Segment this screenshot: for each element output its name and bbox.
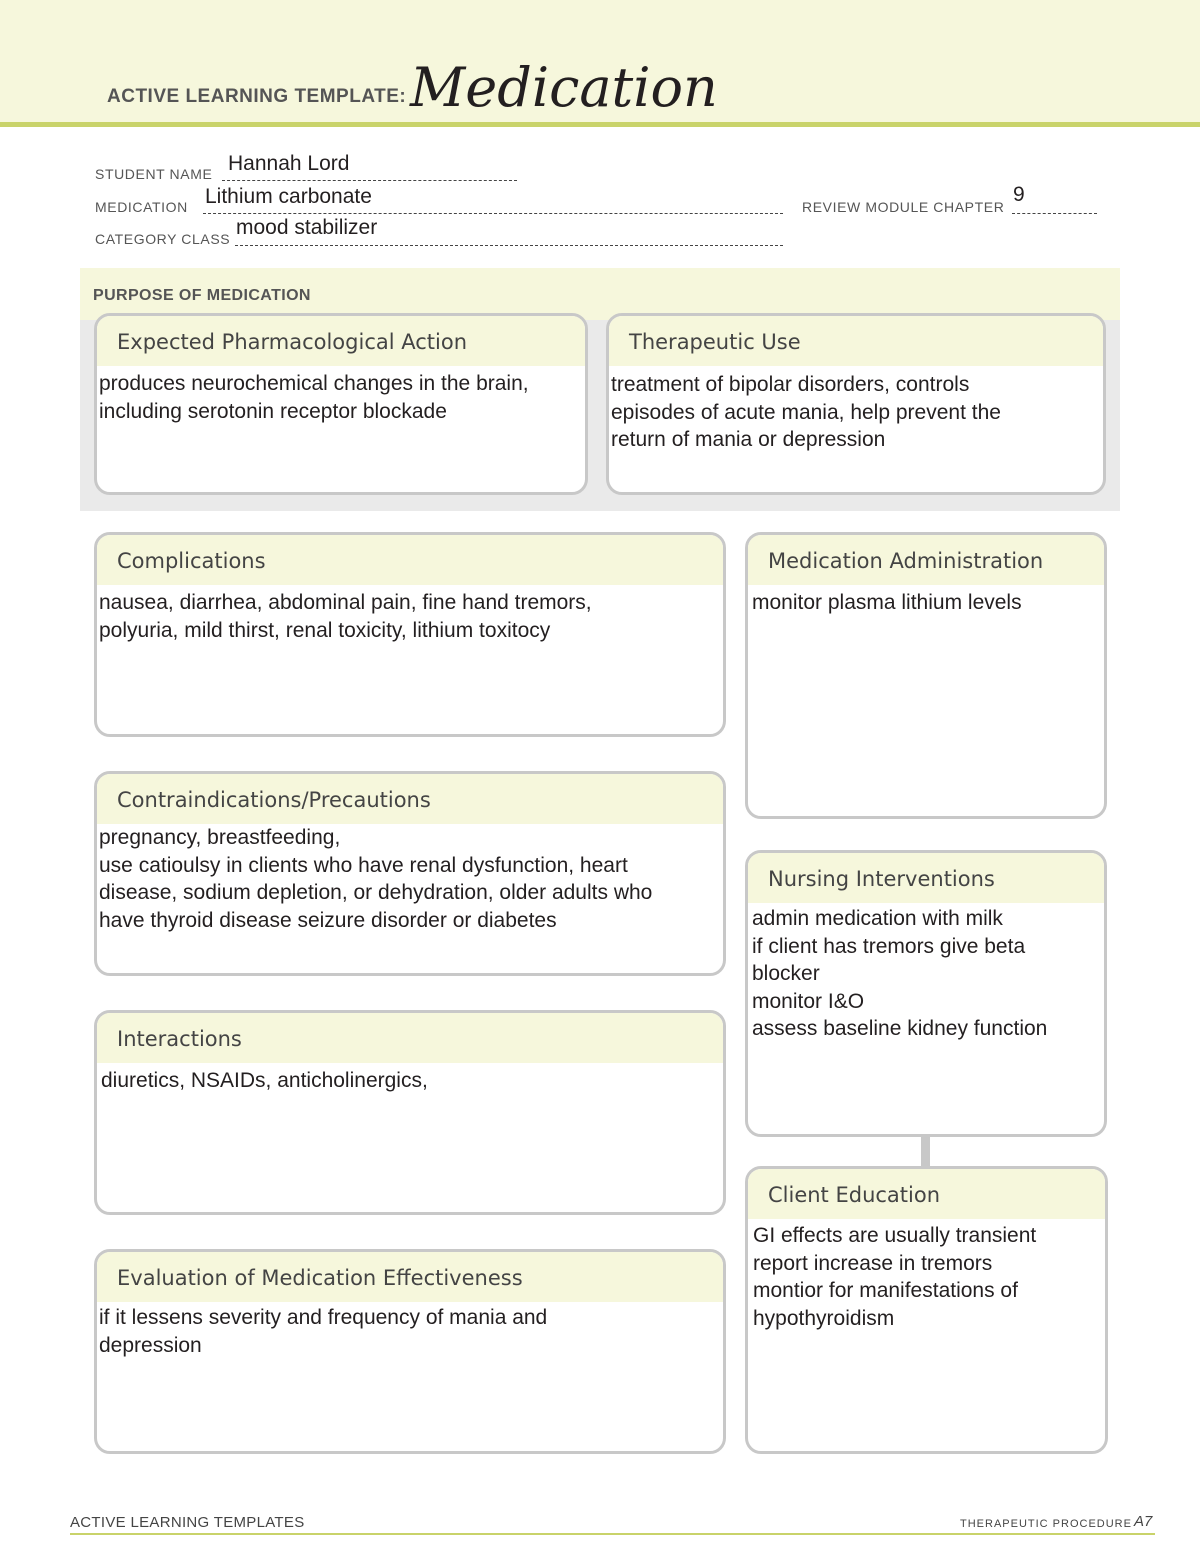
review-module-chapter-field[interactable]: 9 bbox=[1013, 183, 1025, 206]
category-class-label: CATEGORY CLASS bbox=[95, 231, 231, 247]
contraindications-title: Contraindications/Precautions bbox=[97, 774, 723, 824]
contraindications-card bbox=[94, 771, 726, 976]
evaluation-text[interactable]: if it lessens severity and frequency of mania and depression bbox=[99, 1306, 548, 1357]
medication-label: MEDICATION bbox=[95, 199, 188, 215]
header-divider bbox=[0, 122, 1200, 127]
category-class-field[interactable]: mood stabilizer bbox=[236, 216, 378, 239]
complications-card bbox=[94, 532, 726, 737]
medication-administration-title: Medication Administration bbox=[748, 535, 1104, 585]
template-label: ACTIVE LEARNING TEMPLATE: bbox=[107, 86, 407, 107]
interactions-title: Interactions bbox=[97, 1013, 723, 1063]
category-class-line bbox=[235, 245, 783, 246]
nursing-interventions-card bbox=[745, 850, 1107, 1137]
purpose-label: PURPOSE OF MEDICATION bbox=[93, 287, 311, 304]
expected-action-card bbox=[94, 313, 588, 495]
interactions-text[interactable]: diuretics, NSAIDs, anticholinergics, bbox=[101, 1069, 428, 1092]
review-module-chapter-line bbox=[1012, 213, 1097, 214]
medication-administration-card bbox=[745, 532, 1107, 819]
footer-divider bbox=[70, 1533, 1155, 1535]
template-title: Medication bbox=[410, 56, 718, 119]
medication-administration-text[interactable]: monitor plasma lithium levels bbox=[752, 591, 1022, 614]
evaluation-title: Evaluation of Medication Effectiveness bbox=[97, 1252, 723, 1302]
client-education-card bbox=[745, 1166, 1108, 1454]
review-module-chapter-label: REVIEW MODULE CHAPTER bbox=[802, 199, 1005, 215]
therapeutic-use-card bbox=[606, 313, 1106, 495]
footer-title: ACTIVE LEARNING TEMPLATES bbox=[70, 1514, 305, 1531]
complications-text[interactable]: nausea, diarrhea, abdominal pain, fine hand tremors, polyuria, mild thirst, renal toxicity, lithium toxitocy bbox=[99, 591, 592, 642]
page-number: A7 bbox=[1134, 1513, 1153, 1530]
therapeutic-use-text[interactable]: treatment of bipolar disorders, controls episodes of acute mania, help prevent the return of mania or depression bbox=[611, 373, 1001, 451]
client-education-text[interactable]: GI effects are usually transient report increase in tremors montior for manifestations of hypothyroidism bbox=[753, 1224, 1037, 1330]
client-education-title: Client Education bbox=[748, 1169, 1105, 1219]
evaluation-card bbox=[94, 1249, 726, 1454]
medication-line bbox=[203, 213, 783, 214]
student-name-label: STUDENT NAME bbox=[95, 166, 213, 182]
student-name-line bbox=[222, 180, 517, 181]
card-connector bbox=[921, 1135, 930, 1167]
medication-field[interactable]: Lithium carbonate bbox=[205, 185, 372, 208]
therapeutic-use-title: Therapeutic Use bbox=[609, 316, 1103, 366]
footer-section: THERAPEUTIC PROCEDURE bbox=[960, 1518, 1132, 1530]
nursing-interventions-text[interactable]: admin medication with milk if client has tremors give beta blocker monitor I&O assess baseline kidney function bbox=[752, 907, 1048, 1040]
complications-title: Complications bbox=[97, 535, 723, 585]
nursing-interventions-title: Nursing Interventions bbox=[748, 853, 1104, 903]
expected-action-text[interactable]: produces neurochemical changes in the brain, including serotonin receptor blockade bbox=[99, 372, 529, 423]
contraindications-text[interactable]: pregnancy, breastfeeding, use catioulsy in clients who have renal dysfunction, heart disease, sodium depletion, or dehydration, older adults who have thyroid disease seizure disorder or diabetes bbox=[99, 826, 653, 932]
expected-action-title: Expected Pharmacological Action bbox=[97, 316, 585, 366]
interactions-card bbox=[94, 1010, 726, 1215]
student-name-field[interactable]: Hannah Lord bbox=[228, 152, 350, 175]
